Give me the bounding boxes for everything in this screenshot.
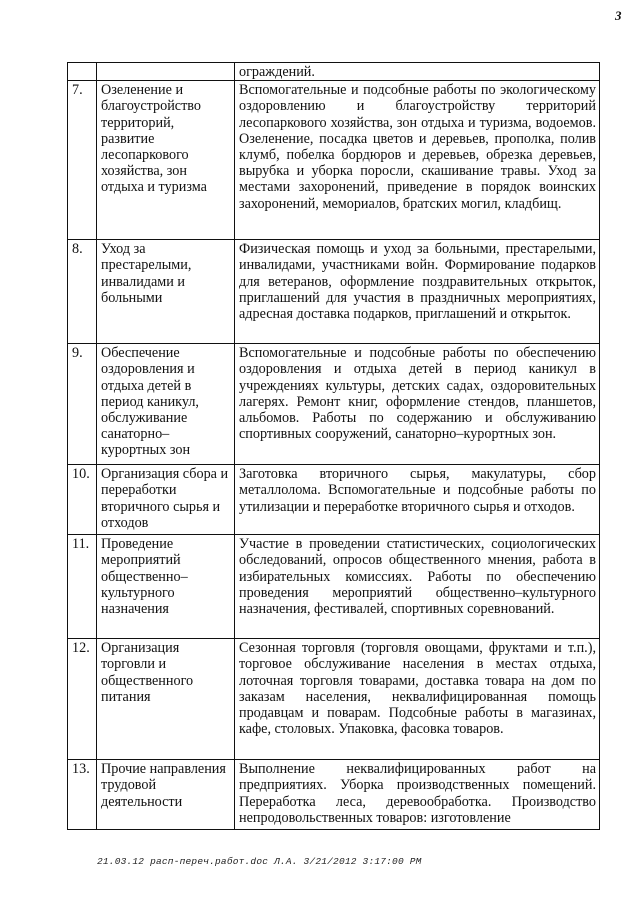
row-number: 13. [68, 760, 97, 830]
work-direction: Озеленение и благоустройство территорий, развитие лесопаркового хозяйства, зон отдыха и туризма [97, 81, 235, 240]
row-number: 9. [68, 344, 97, 465]
work-description: Вспомогательные и подсобные работы по экологическому оздоровлению и благоустройству территорий лесопаркового хозяйства, зон отдыха и туризма, водоемов. Озеленение, посадка цветов и деревьев, прополка, полив клумб, побелка бордюров и деревьев, обрезка деревьев, вырубка и уборка поросли, скашивание травы. Уход за местами захоронений, приведение в порядок воинских захоронений, мемориалов, братских могил, кладбищ. [235, 81, 600, 240]
work-description: Участие в проведении статистических, социологических обследований, опросов общественного мнения, работа в избирательных комиссиях. Работы по обеспечению проведения мероприятий общественно–культурного назначения, фестивалей, спортивных соревнований. [235, 535, 600, 639]
work-direction: Прочие направления трудовой деятельности [97, 760, 235, 830]
work-description: Вспомогательные и подсобные работы по обеспечению оздоровления и отдыха детей в период каникул в учреждениях культуры, детских садах, оздоровительных лагерях. Ремонт книг, оформление стендов, планшетов, альбомов. Работы по содержанию и обслуживанию спортивных сооружений, санаторно–курортных зон. [235, 344, 600, 465]
row-number: 11. [68, 535, 97, 639]
work-description: Заготовка вторичного сырья, макулатуры, сбор металлолома. Вспомогательные и подсобные работы по утилизации и переработке вторичного сырья и отходов. [235, 465, 600, 535]
page-number: 3 [615, 8, 622, 23]
document-footer: 21.03.12 расп-переч.работ.doc Л.А. 3/21/2012 3:17:00 PM [97, 856, 422, 867]
table-row-continuation [68, 63, 600, 81]
table-row [68, 465, 600, 535]
table-row [68, 535, 600, 639]
table-row [68, 240, 600, 344]
work-direction: Уход за престарелыми, инвалидами и больными [97, 240, 235, 344]
row-number: 10. [68, 465, 97, 535]
work-direction [97, 63, 235, 81]
work-direction: Обеспечение оздоровления и отдыха детей в период каникул, обслуживание санаторно–курортных зон [97, 344, 235, 465]
work-description: ограждений. [235, 63, 600, 81]
table-row [68, 344, 600, 465]
work-direction: Организация торговли и общественного питания [97, 639, 235, 760]
work-types-table [67, 62, 600, 830]
table-row [68, 81, 600, 240]
row-number: 8. [68, 240, 97, 344]
work-description: Физическая помощь и уход за больными, престарелыми, инвалидами, участниками войн. Формирование подарков для ветеранов, оформление поздравительных открыток, приглашений для участия в праздничных мероприятиях, адресная доставка подарков, приглашений и открыток. [235, 240, 600, 344]
work-description: Сезонная торговля (торговля овощами, фруктами и т.п.), торговое обслуживание населения в местах отдыха, лоточная торговля товарами, доставка товара на дом по заказам населения, неквалифицированная помощь продавцам и поварам. Подсобные работы в магазинах, кафе, столовых. Упаковка, фасовка товаров. [235, 639, 600, 760]
work-direction: Проведение мероприятий общественно–культурного назначения [97, 535, 235, 639]
row-number: 7. [68, 81, 97, 240]
row-number [68, 63, 97, 81]
row-number: 12. [68, 639, 97, 760]
table-row [68, 760, 600, 830]
work-direction: Организация сбора и переработки вторичного сырья и отходов [97, 465, 235, 535]
table-row [68, 639, 600, 760]
work-description: Выполнение неквалифицированных работ на предприятиях. Уборка производственных помещений. Переработка леса, деревообработка. Производство непродовольственных товаров: изготовление [235, 760, 600, 830]
